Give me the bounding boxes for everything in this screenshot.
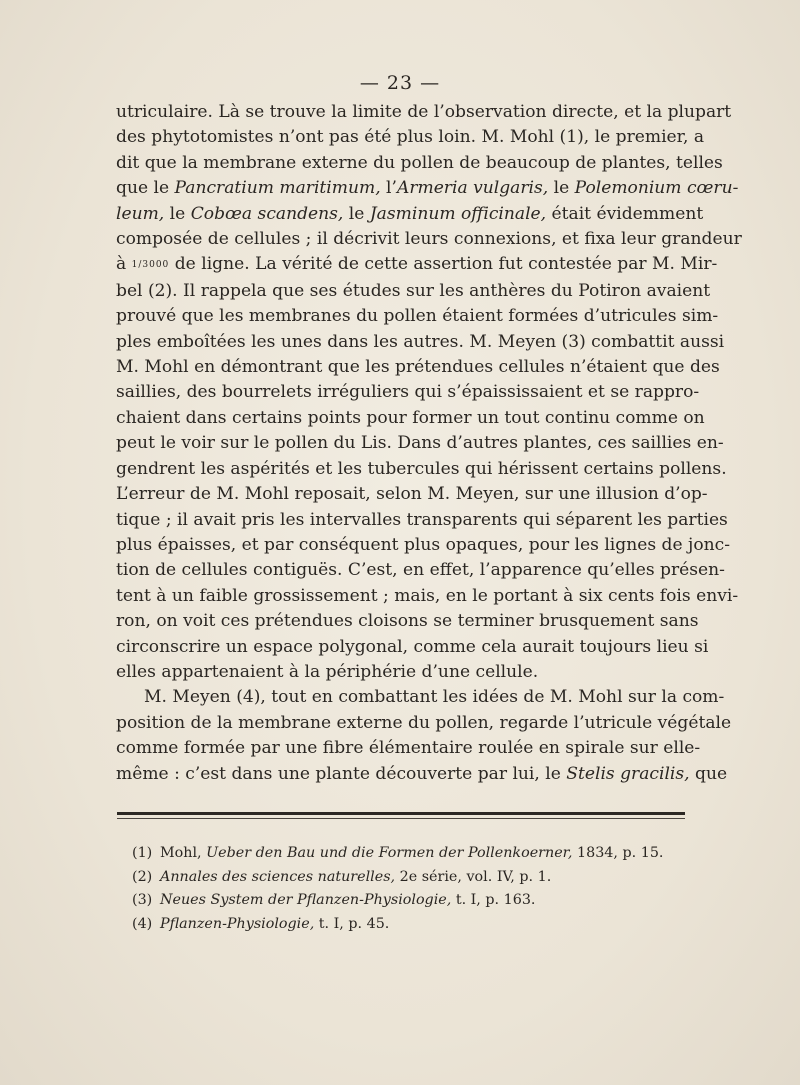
footnote-title: Pflanzen-Physiologie,: [160, 915, 315, 932]
text-line: [116, 125, 705, 150]
text-run: le: [164, 203, 191, 224]
text-line: [116, 406, 705, 431]
footnote-title: Ueber den Bau und die Formen der Pollenkoerner,: [206, 845, 573, 861]
text-line: [116, 202, 704, 227]
italic-term: Cobœa scandens,: [190, 203, 344, 224]
text-run: ron, on voit ces prétendues cloisons se terminer brusquement sans: [116, 611, 699, 632]
text-run: saillies, des bourrelets irréguliers qui s’épaississaient et se rappro-: [116, 382, 700, 403]
text-line: [116, 279, 711, 304]
footnote-number: (2): [132, 868, 153, 885]
text-line: [116, 635, 709, 660]
footnote: [132, 866, 692, 890]
footnote: [132, 913, 692, 937]
footnote-text: 2e série, vol. IV, p. 1.: [395, 868, 552, 885]
footnote-number: (4): [132, 915, 153, 932]
text-run: composée de cellules ; il décrivit leurs connexions, et fixa leur grandeur: [116, 229, 742, 250]
italic-term: Armeria vulgaris,: [396, 178, 549, 199]
footnote-text: Mohl,: [160, 845, 207, 861]
fraction: 1/3000: [131, 260, 170, 271]
footnote-title: Annales des sciences naturelles,: [160, 868, 396, 885]
page-number: — 23 —: [359, 72, 441, 94]
footnote: [132, 842, 692, 866]
text-run: prouvé que les membranes du pollen étaient formées d’utricules sim-: [116, 306, 719, 327]
text-line: [116, 176, 739, 201]
footnote-text: t. I, p. 163.: [451, 892, 536, 908]
italic-term: Pancratium maritimum,: [174, 178, 381, 199]
text-run: le: [548, 178, 575, 199]
text-line: [116, 252, 718, 278]
text-line: [116, 609, 699, 634]
footnotes: [132, 842, 692, 936]
text-run: que: [689, 763, 728, 784]
text-run: M. Mohl en démontrant que les prétendues cellules n’étaient que des: [116, 357, 720, 378]
text-line: [116, 533, 730, 558]
footnote: [132, 889, 692, 913]
footnote-separator-rule-thin: [117, 818, 685, 819]
text-run: position de la membrane externe du pollen, regarde l’utricule végétale: [116, 712, 732, 733]
text-run: de ligne. La vérité de cette assertion fut contestée par M. Mir-: [169, 254, 718, 275]
text-run: chaient dans certains points pour former un tout continu comme on: [116, 407, 705, 428]
text-run: L’erreur de M. Mohl reposait, selon M. Meyen, sur une illusion d’op-: [116, 484, 708, 505]
text-line: [116, 762, 728, 787]
text-run: comme formée par une fibre élémentaire roulée en spirale sur elle-: [116, 738, 701, 759]
text-line: [116, 330, 725, 355]
text-run: circonscrire un espace polygonal, comme cela aurait toujours lieu si: [116, 636, 709, 657]
text-line: [116, 151, 723, 176]
text-run: dit que la membrane externe du pollen de beaucoup de plantes, telles: [116, 152, 723, 173]
text-run: M. Meyen (4), tout en combattant les idées de M. Mohl sur la com-: [144, 687, 725, 708]
text-run: l’: [380, 178, 397, 199]
body-text: [116, 100, 742, 787]
footnote-text: 1834, p. 15.: [572, 845, 664, 861]
footnote-text: t. I, p. 45.: [314, 915, 390, 932]
text-run: ples emboîtées les unes dans les autres. M. Meyen (3) combattit aussi: [116, 331, 725, 352]
text-run: que le: [116, 178, 175, 199]
italic-term: leum,: [116, 203, 165, 224]
text-line: [116, 685, 725, 710]
text-run: à: [116, 254, 132, 275]
text-run: utriculaire. Là se trouve la limite de l’observation directe, et la plupart: [116, 102, 732, 122]
text-run: des phytotomistes n’ont pas été plus loin. M. Mohl (1), le premier, a: [116, 127, 705, 148]
text-line: [116, 304, 719, 329]
text-run: peut le voir sur le pollen du Lis. Dans d’autres plantes, ces saillies en-: [116, 433, 724, 454]
text-line: [116, 711, 732, 736]
text-run: elles appartenaient à la périphérie d’une cellule.: [116, 661, 539, 682]
footnote-number: (3): [132, 892, 153, 908]
text-line: [116, 457, 727, 482]
italic-term: Stelis gracilis,: [566, 763, 690, 784]
text-line: [116, 584, 739, 609]
footnote-separator-rule: [117, 812, 685, 815]
text-line: [116, 100, 732, 125]
text-line: [116, 660, 686, 685]
text-line: [116, 736, 701, 761]
text-line: [116, 380, 700, 405]
text-line: [116, 508, 728, 533]
italic-term: Polemonium cœru-: [574, 178, 739, 199]
footnote-title: Neues System der Pflanzen-Physiologie,: [160, 892, 452, 908]
text-run: le: [343, 203, 370, 224]
text-line: [116, 431, 724, 456]
text-run: tique ; il avait pris les intervalles transparents qui séparent les parties: [116, 509, 728, 530]
text-run: était évidemment: [546, 203, 704, 224]
text-run: plus épaisses, et par conséquent plus opaques, pour les lignes de jonc-: [116, 534, 730, 555]
text-run: bel (2). Il rappela que ses études sur les anthères du Potiron avaient: [116, 280, 711, 301]
text-run: tent à un faible grossissement ; mais, en le portant à six cents fois envi-: [116, 585, 739, 606]
text-run: tion de cellules contiguës. C’est, en effet, l’apparence qu’elles présen-: [116, 560, 725, 581]
text-line: [116, 355, 720, 380]
text-line: [116, 482, 708, 507]
text-line: [116, 558, 725, 583]
footnote-number: (1): [132, 845, 153, 861]
text-run: gendrent les aspérités et les tubercules qui hérissent certains pollens.: [116, 458, 727, 479]
italic-term: Jasminum officinale,: [369, 203, 547, 224]
text-line: [116, 227, 742, 252]
text-run: même : c’est dans une plante découverte par lui, le: [116, 763, 567, 784]
